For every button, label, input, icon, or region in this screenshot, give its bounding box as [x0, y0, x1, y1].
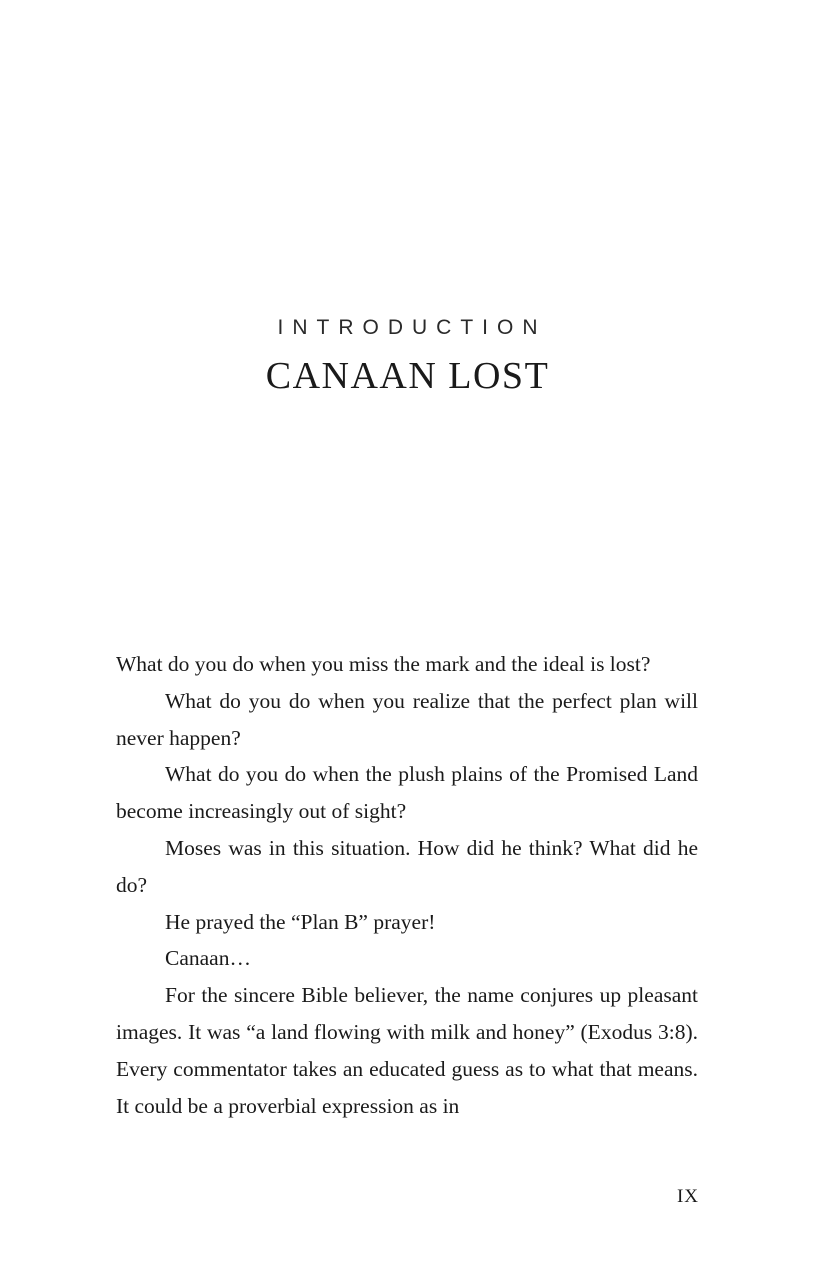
paragraph: He prayed the “Plan B” prayer!	[165, 909, 436, 934]
paragraph: Canaan…	[165, 946, 251, 971]
paragraph: For the sincere Bible believer, the name conjures up pleasant images. It was “a land flowing with milk and honey” (Exodus 3:8). Every commentator takes an educated guess as to what that means. It could be a proverbial expression as in	[116, 983, 698, 1118]
chapter-label: INTRODUCTION	[277, 316, 547, 339]
paragraph: Moses was in this situation. How did he think? What did he do?	[116, 835, 698, 897]
body-text	[116, 646, 698, 1124]
page-number: IX	[676, 1186, 699, 1207]
paragraph: What do you do when you miss the mark and the ideal is lost?	[116, 652, 651, 676]
paragraph: What do you do when you realize that the perfect plan will never happen?	[116, 688, 698, 750]
paragraph: What do you do when the plush plains of the Promised Land become increasingly out of sight?	[116, 762, 698, 824]
chapter-title: CANAAN LOST	[265, 355, 550, 397]
